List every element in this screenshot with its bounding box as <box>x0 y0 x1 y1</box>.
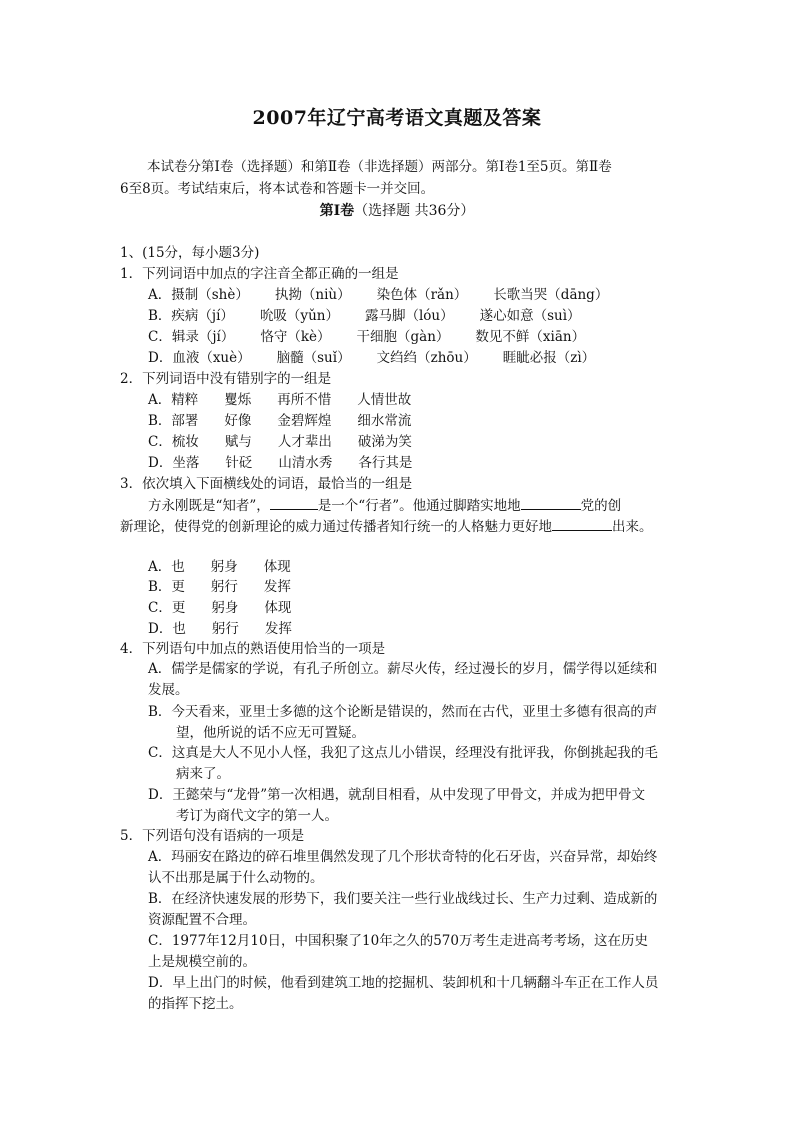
q3-passage-line-2 <box>120 516 653 538</box>
option-word: D．也 <box>148 621 186 637</box>
option-word: 人才辈出 <box>277 434 332 450</box>
fill-blank-1 <box>270 495 318 510</box>
page-title: 2007年辽宁高考语文真题及答案 <box>252 107 542 129</box>
q3-option-a <box>148 557 317 578</box>
passage-text: 是一个“行者”。他通过脚踏实地地 <box>317 498 521 514</box>
section-title-rest: （选择题 共36分） <box>354 203 475 219</box>
q4-option-b-line-1: B．今天看来，亚里士多德的这个论断是错误的，然而在古代，亚里士多德有很高的声 <box>148 704 658 720</box>
option-word: 数见不鲜（xiān） <box>475 329 586 345</box>
q5-option-b-line-1: B．在经济快速发展的形势下，我们要关注一些行业战线过长、生产力过剩、造成新的 <box>148 891 658 907</box>
q4-option-a-line-1: A．儒学是儒家的学说，有孔子所创立。薪尽火传，经过漫长的岁月，儒学得以延续和 <box>148 661 658 677</box>
option-word: 躬行 <box>210 579 238 595</box>
option-word: 脑髓（suǐ） <box>276 350 351 366</box>
q3-stem: 3．依次填入下面横线处的词语，最恰当的一组是 <box>120 476 413 492</box>
q4-option-b-line-2: 望，他所说的话不应无可置疑。 <box>176 725 365 741</box>
option-word: 好像 <box>224 413 252 429</box>
option-word: 破涕为笑 <box>357 434 412 450</box>
passage-text: 方永刚既是“知者”， <box>148 498 270 514</box>
option-word: 躬行 <box>211 621 239 637</box>
q1-option-d <box>148 348 621 369</box>
option-word: 矍烁 <box>224 392 252 408</box>
q3-option-d <box>148 619 318 640</box>
option-word: C．辑录（jí） <box>148 329 235 345</box>
option-word: B．疾病（jí） <box>148 308 234 324</box>
passage-text: 出来。 <box>612 519 653 535</box>
q2-option-d <box>148 453 438 474</box>
q1-stem: 1．下列词语中加点的字注音全都正确的一组是 <box>120 266 399 282</box>
q2-stem: 2．下列词语中没有错别字的一组是 <box>120 371 332 387</box>
option-word: 体现 <box>264 600 292 616</box>
passage-text: 党的创 <box>580 498 622 514</box>
option-word: B．更 <box>148 579 185 595</box>
intro-line-2: 6至8页。考试结束后，将本试卷和答题卡一并交回。 <box>120 181 435 197</box>
option-word: A．摄制（shè） <box>148 287 249 303</box>
option-word: B．部署 <box>148 413 199 429</box>
option-word: 恪守（kè） <box>260 329 331 345</box>
q5-option-c-line-2: 上是规模空前的。 <box>148 954 256 970</box>
option-word: 睚眦必报（zì） <box>502 350 596 366</box>
q4-option-c-line-2: 病来了。 <box>176 766 230 782</box>
option-word: 长歌当哭（dāng） <box>493 287 609 303</box>
option-word: C．更 <box>148 600 186 616</box>
q2-option-a <box>148 390 437 411</box>
option-word: 吮吸（yǔn） <box>259 308 339 324</box>
option-word: 各行其是 <box>358 455 413 471</box>
q5-option-d-line-2: 的指挥下挖土。 <box>148 996 243 1012</box>
option-word: 金碧辉煌 <box>277 413 332 429</box>
fill-blank-3 <box>552 516 612 531</box>
intro-line-1: 本试卷分第Ⅰ卷（选择题）和第Ⅱ卷（非选择题）两部分。第Ⅰ卷1至5页。第Ⅱ卷 <box>147 159 612 175</box>
option-word: 干细胞（gàn） <box>356 329 450 345</box>
q1-option-a <box>148 285 634 306</box>
q1-option-b <box>148 306 607 327</box>
q3-option-b <box>148 577 317 598</box>
q5-option-b-line-2: 资源配置不合理。 <box>148 912 256 928</box>
q2-option-b <box>148 411 437 432</box>
option-word: 针砭 <box>225 455 253 471</box>
part-header: 1、(15分，每小题3分) <box>120 245 260 261</box>
q4-stem: 4．下列语句中加点的熟语使用恰当的一项是 <box>120 641 386 657</box>
option-word: 遂心如意（suì） <box>479 308 581 324</box>
q3-option-c <box>148 598 317 619</box>
q4-option-d-line-2: 考订为商代文字的第一人。 <box>176 808 338 824</box>
option-word: 人情世故 <box>357 392 412 408</box>
option-word: 细水常流 <box>357 413 412 429</box>
option-word: 赋与 <box>224 434 252 450</box>
q4-option-d-line-1: D．王懿荣与“龙骨”第一次相遇，就刮目相看，从中发现了甲骨文，并成为把甲骨文 <box>148 787 646 803</box>
option-word: 山清水秀 <box>278 455 333 471</box>
option-word: 文绉绉（zhōu） <box>376 350 477 366</box>
section-title-bold: 第Ⅰ卷 <box>319 203 355 219</box>
q1-option-c <box>148 327 611 348</box>
option-word: A．也 <box>148 559 185 575</box>
option-word: 躬身 <box>210 559 238 575</box>
option-word: 躬身 <box>211 600 239 616</box>
q5-stem: 5．下列语句没有语病的一项是 <box>120 828 305 844</box>
option-word: 执拗（niù） <box>274 287 351 303</box>
q5-option-a-line-2: 认不出那是属于什么动物的。 <box>148 870 324 886</box>
option-word: 露马脚（lóu） <box>364 308 454 324</box>
q4-option-a-line-2: 发展。 <box>148 682 189 698</box>
q4-option-c-line-1: C．这真是大人不见小人怪，我犯了这点儿小错误，经理没有批评我，你倒挑起我的毛 <box>148 745 658 761</box>
q5-option-c-line-1: C．1977年12月10日，中国积聚了10年之久的570万考生走进高考考场，这在历史 <box>148 933 648 949</box>
q5-option-d-line-1: D．早上出门的时候，他看到建筑工地的挖掘机、装卸机和十几辆翻斗车正在工作人员 <box>148 975 659 991</box>
option-word: 体现 <box>263 559 291 575</box>
option-word: 发挥 <box>263 579 291 595</box>
option-word: D．血液（xuè） <box>148 350 251 366</box>
section-title <box>0 200 794 220</box>
q3-passage-line-1 <box>148 495 621 517</box>
fill-blank-2 <box>521 495 581 510</box>
option-word: 染色体（rǎn） <box>376 287 468 303</box>
option-word: 发挥 <box>264 621 292 637</box>
q2-option-c <box>148 432 438 453</box>
option-word: A．精粹 <box>148 392 199 408</box>
option-word: 再所不惜 <box>277 392 332 408</box>
passage-text: 新理论，使得党的创新理论的威力通过传播者知行统一的人格魅力更好地 <box>120 519 552 535</box>
q5-option-a-line-1: A．玛丽安在路边的碎石堆里偶然发现了几个形状奇特的化石牙齿，兴奋异常，却始终 <box>148 849 658 865</box>
option-word: D．坐落 <box>148 455 200 471</box>
option-word: C．梳妆 <box>148 434 199 450</box>
